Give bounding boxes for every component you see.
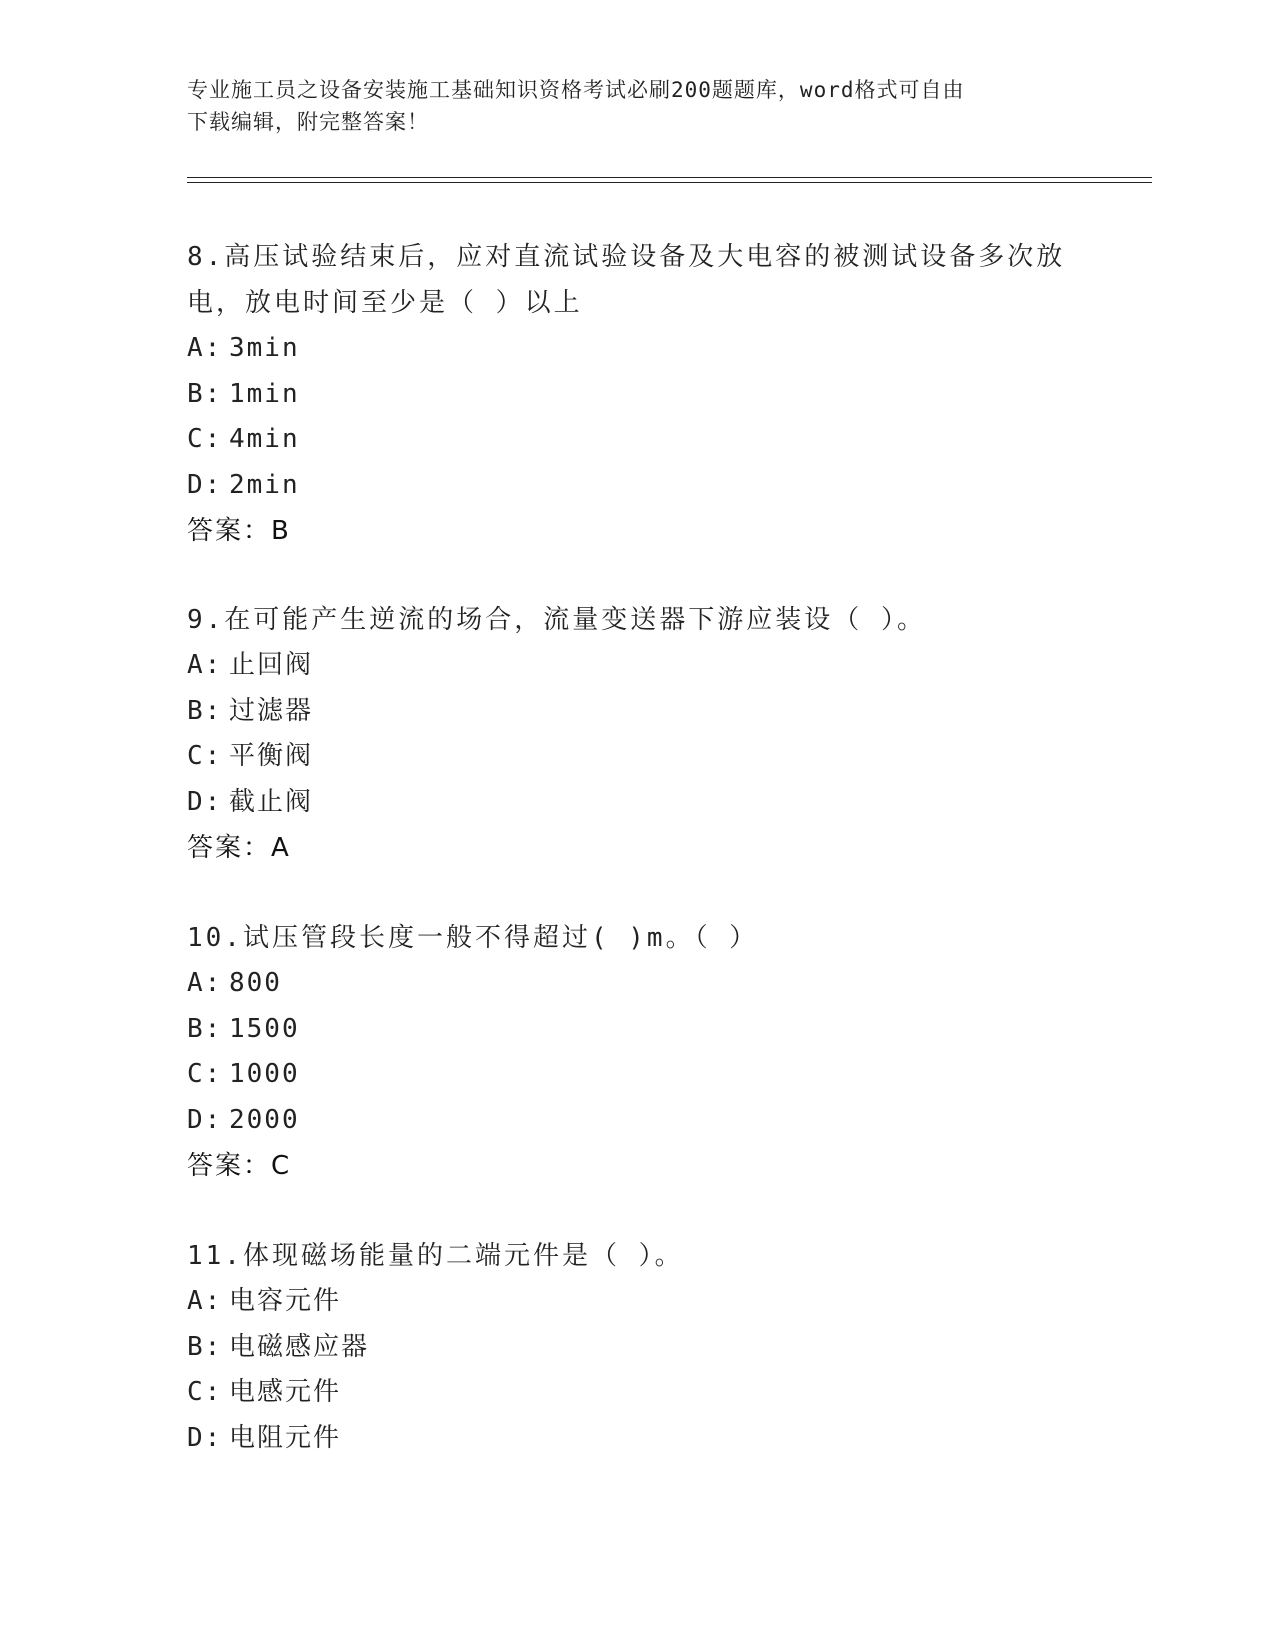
option-d <box>187 1098 1067 1144</box>
option-text: 2min <box>229 469 300 500</box>
header-divider-bottom <box>187 182 1152 183</box>
option-letter: A: <box>187 1286 223 1316</box>
option-a <box>187 961 1067 1007</box>
option-b <box>187 689 1067 735</box>
option-text: 平衡阀 <box>229 741 314 771</box>
option-text: 电磁感应器 <box>229 1331 370 1362</box>
option-text: 4min <box>229 424 300 454</box>
option-text: 3min <box>229 333 300 363</box>
question-11 <box>187 1233 1067 1461</box>
option-c <box>187 1370 1067 1416</box>
question-stem: 10.试压管段长度一般不得超过( )m。（ ） <box>187 923 759 953</box>
option-b <box>187 372 1067 418</box>
question-stem: 8.高压试验结束后，应对直流试验设备及大电容的被测试设备多次放电，放电时间至少是（ ）以上 <box>187 242 1066 318</box>
header-divider-top <box>187 177 1152 178</box>
option-d <box>187 1416 1067 1462</box>
document-header <box>187 74 1067 138</box>
question-stem: 11.体现磁场能量的二端元件是（ ）。 <box>187 1241 684 1271</box>
option-text: 过滤器 <box>229 695 314 726</box>
option-a <box>187 1279 1067 1325</box>
question-9 <box>187 597 1067 871</box>
option-text: 电阻元件 <box>229 1422 342 1453</box>
option-text: 电容元件 <box>229 1286 342 1316</box>
option-c <box>187 417 1067 463</box>
answer-line: 答案：B <box>187 516 291 546</box>
option-a <box>187 326 1067 372</box>
header-line-2: 下载编辑，附完整答案！ <box>187 110 429 134</box>
question-10 <box>187 915 1067 1189</box>
option-letter: A: <box>187 650 223 680</box>
option-text: 1500 <box>229 1013 300 1044</box>
option-list <box>187 326 1067 508</box>
option-c <box>187 1052 1067 1098</box>
option-b <box>187 1007 1067 1053</box>
option-letter: A: <box>187 968 223 998</box>
option-a <box>187 643 1067 689</box>
answer-line: 答案：C <box>187 1151 292 1181</box>
answer-line: 答案：A <box>187 833 291 863</box>
option-text: 止回阀 <box>229 650 314 680</box>
option-d <box>187 463 1067 509</box>
option-d <box>187 780 1067 826</box>
option-letter: B: <box>187 695 223 726</box>
question-stem: 9.在可能产生逆流的场合，流量变送器下游应装设（ ）。 <box>187 605 926 635</box>
option-c <box>187 734 1067 780</box>
option-letter: D: <box>187 1104 223 1135</box>
option-text: 电感元件 <box>229 1377 342 1407</box>
option-letter: D: <box>187 469 223 500</box>
option-letter: A: <box>187 333 223 363</box>
question-8 <box>187 234 1067 554</box>
option-text: 800 <box>229 968 282 998</box>
option-list <box>187 961 1067 1143</box>
option-text: 1min <box>229 378 300 409</box>
option-text: 截止阀 <box>229 786 314 817</box>
option-text: 1000 <box>229 1059 300 1089</box>
option-letter: B: <box>187 1331 223 1362</box>
option-text: 2000 <box>229 1104 300 1135</box>
option-letter: D: <box>187 1422 223 1453</box>
option-letter: C: <box>187 1059 223 1089</box>
option-list <box>187 1279 1067 1461</box>
header-line-1: 专业施工员之设备安装施工基础知识资格考试必刷200题题库，word格式可自由 <box>187 78 965 102</box>
option-letter: B: <box>187 1013 223 1044</box>
option-letter: C: <box>187 1377 223 1407</box>
option-list <box>187 643 1067 825</box>
option-letter: D: <box>187 786 223 817</box>
option-letter: C: <box>187 741 223 771</box>
option-letter: C: <box>187 424 223 454</box>
option-b <box>187 1325 1067 1371</box>
option-letter: B: <box>187 378 223 409</box>
